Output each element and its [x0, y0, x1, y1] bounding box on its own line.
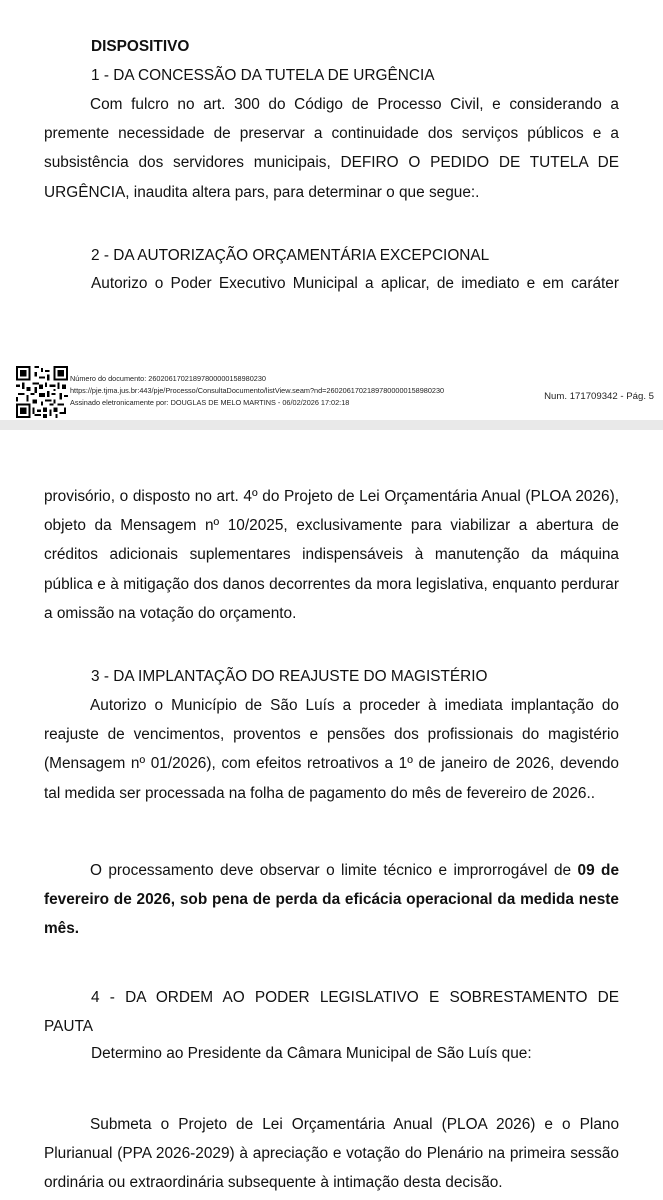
electronic-signature: Assinado eletronicamente por: DOUGLAS DE MELO MARTINS - 06/02/2026 17:02:18 [70, 397, 350, 407]
section-3-heading: 3 - DA IMPLANTAÇÃO DO REAJUSTE DO MAGISTÉRIO [91, 668, 488, 685]
page-reference: Num. 171709342 - Pág. 5 [544, 391, 654, 402]
deadline-paragraph-emphasis: 09 de fevereiro de 2026, sob pena de perda da eficácia operacional da medida neste mês. [44, 862, 620, 938]
document-number: Número do documento: 26020617021897800000158980230 [70, 374, 266, 383]
section-3-paragraph [44, 691, 619, 808]
section-4-intro: Determino ao Presidente da Câmara Municipal de São Luís que: [91, 1045, 532, 1062]
section-2-paragraph-continued: provisório, o disposto no art. 4º do Projeto de Lei Orçamentária Anual (PLOA 2026), objeto da Mensagem nº 10/2025, exclusivamente para viabilizar a abertura de créditos adicionais suplementares indispensáveis à manutenção da máquina pública e à mitigação dos danos decorrentes da mora legislativa, enquanto perdurar a omissão na votação do orçamento. [44, 488, 619, 622]
section-4-heading-line1: 4 - DA ORDEM AO PODER LEGISLATIVO E SOBRESTAMENTO DE [91, 989, 619, 1006]
section-1-paragraph-text: Com fulcro no art. 300 do Código de Processo Civil, e considerando a premente necessidade de preservar a continuidade dos serviços públicos e a subsistência dos servidores municipais, DEFIRO O PEDIDO DE TUTELA DE URGÊNCIA, inaudita altera pars, para determinar o que segue:. [44, 96, 619, 201]
section-3-paragraph-text: Autorizo o Município de São Luís a proceder à imediata implantação do reajuste de vencimentos, proventos e pensões dos profissionais do magistério (Mensagem nº 01/2026), com efeitos retroativos a 1º de janeiro de 2026, devendo tal medida ser processada na folha de pagamento do mês de fevereiro de 2026.. [44, 697, 619, 802]
document-page-5 [0, 0, 663, 420]
deadline-paragraph [44, 856, 619, 944]
qr-code-icon [16, 366, 68, 418]
document-url[interactable]: https://pje.tjma.jus.br:443/pje/Processo/ConsultaDocumento/listView.seam?nd=26020617021897800000158980230 [70, 385, 445, 395]
section-title: DISPOSITIVO [91, 38, 190, 55]
section-4-item [44, 1110, 619, 1198]
section-4-item-text: Submeta o Projeto de Lei Orçamentária Anual (PLOA 2026) e o Plano Plurianual (PPA 2026-2029) à apreciação e votação do Plenário na primeira sessão ordinária ou extraordinária subsequente à intimação desta decisão. [44, 1116, 619, 1192]
section-2-heading: 2 - DA AUTORIZAÇÃO ORÇAMENTÁRIA EXCEPCIONAL [91, 247, 490, 264]
section-1-paragraph [44, 90, 619, 207]
section-4-heading-line2: PAUTA [44, 1018, 94, 1035]
section-2-paragraph-start: Autorizo o Poder Executivo Municipal a aplicar, de imediato e em caráter [91, 275, 619, 292]
deadline-paragraph-text: O processamento deve observar o limite técnico e improrrogável de [90, 862, 578, 879]
document-page-6 [0, 430, 663, 1200]
document-signature-meta [70, 373, 444, 408]
section-1-heading: 1 - DA CONCESSÃO DA TUTELA DE URGÊNCIA [91, 67, 435, 84]
